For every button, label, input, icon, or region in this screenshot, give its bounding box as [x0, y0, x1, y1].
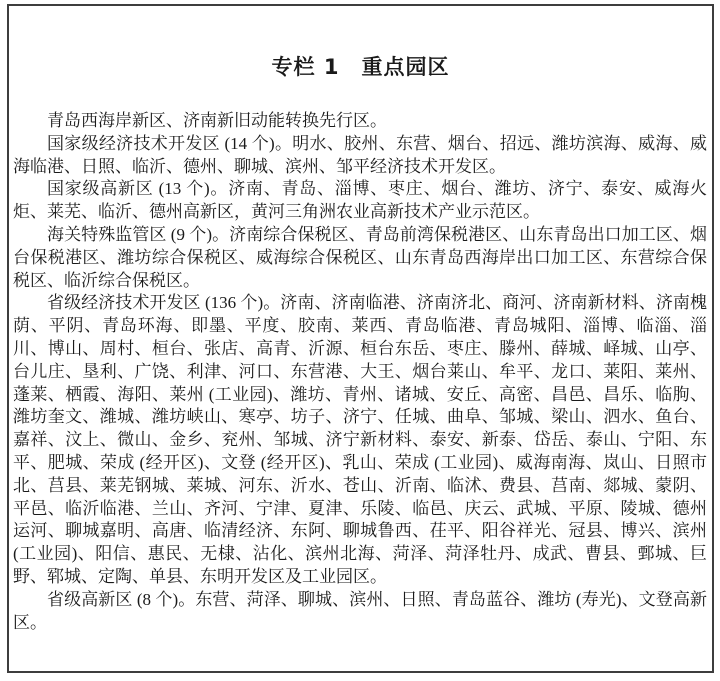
paragraph-customs-special-supervision-zones: 海关特殊监管区 (9 个)。济南综合保税区、青岛前湾保税港区、山东青岛出口加工区、烟台保税港区、潍坊综合保税区、威海综合保税区、山东青岛西海岸出口加工区、东营综合保税区、临沂综合保税区。 — [13, 224, 707, 290]
column-title: 专栏 1 重点园区 — [271, 55, 450, 79]
paragraph-national-hitech-zones: 国家级高新区 (13 个)。济南、青岛、淄博、枣庄、烟台、潍坊、济宁、泰安、威海火炬、莱芜、临沂、德州高新区，黄河三角洲农业高新技术产业示范区。 — [13, 179, 707, 222]
paragraph-national-new-areas: 青岛西海岸新区、济南新旧动能转换先行区。 — [47, 111, 387, 130]
paragraph-national-economic-development-zones: 国家级经济技术开发区 (14 个)。明水、胶州、东营、烟台、招远、潍坊滨海、威海、威海临港、日照、临沂、德州、聊城、滨州、邹平经济技术开发区。 — [13, 133, 707, 176]
column-box-border — [7, 4, 714, 673]
paragraph-provincial-hitech-zones: 省级高新区 (8 个)。东营、菏泽、聊城、滨州、日照、青岛蓝谷、潍坊 (寿光)、文登高新区。 — [13, 589, 707, 632]
column-body — [13, 110, 707, 634]
paragraph-provincial-economic-development-zones: 省级经济技术开发区 (136 个)。济南、济南临港、济南济北、商河、济南新材料、济南槐荫、平阴、青岛环海、即墨、平度、胶南、莱西、青岛临港、青岛城阳、淄博、临淄、淄川、博山、周村、桓台、张店、高青、沂源、桓台东岳、枣庄、滕州、薛城、峄城、山亭、台儿庄、垦利、广饶、利津、河口、东营港、大王、烟台莱山、牟平、龙口、莱阳、莱州、蓬莱、栖霞、海阳、莱州 (工业园)、潍坊、青州、诸城、安丘、高密、昌邑、昌乐、临朐、潍坊奎文、潍城、潍坊峡山、寒亭、坊子、济宁、任城、曲阜、邹城、梁山、泗水、鱼台、嘉祥、汶上、微山、金乡、兖州、邹城、济宁新材料、泰安、新泰、岱岳、泰山、宁阳、东平、肥城、荣成 (经开区)、文登 (经开区)、乳山、荣成 (工业园)、威海南海、岚山、日照市北、莒县、莱芜钢城、莱城、河东、沂水、苍山、沂南、临沭、费县、莒南、郯城、蒙阴、平邑、临沂临港、兰山、齐河、宁津、夏津、乐陵、临邑、庆云、武城、平原、陵城、德州运河、聊城嘉明、高唐、临清经济、东阿、聊城鲁西、茌平、阳谷祥光、冠县、博兴、滨州 (工业园)、阳信、惠民、无棣、沾化、滨州北海、菏泽、菏泽牡丹、成武、曹县、鄄城、巨野、郓城、定陶、单县、东明开发区及工业园区。 — [13, 293, 707, 586]
